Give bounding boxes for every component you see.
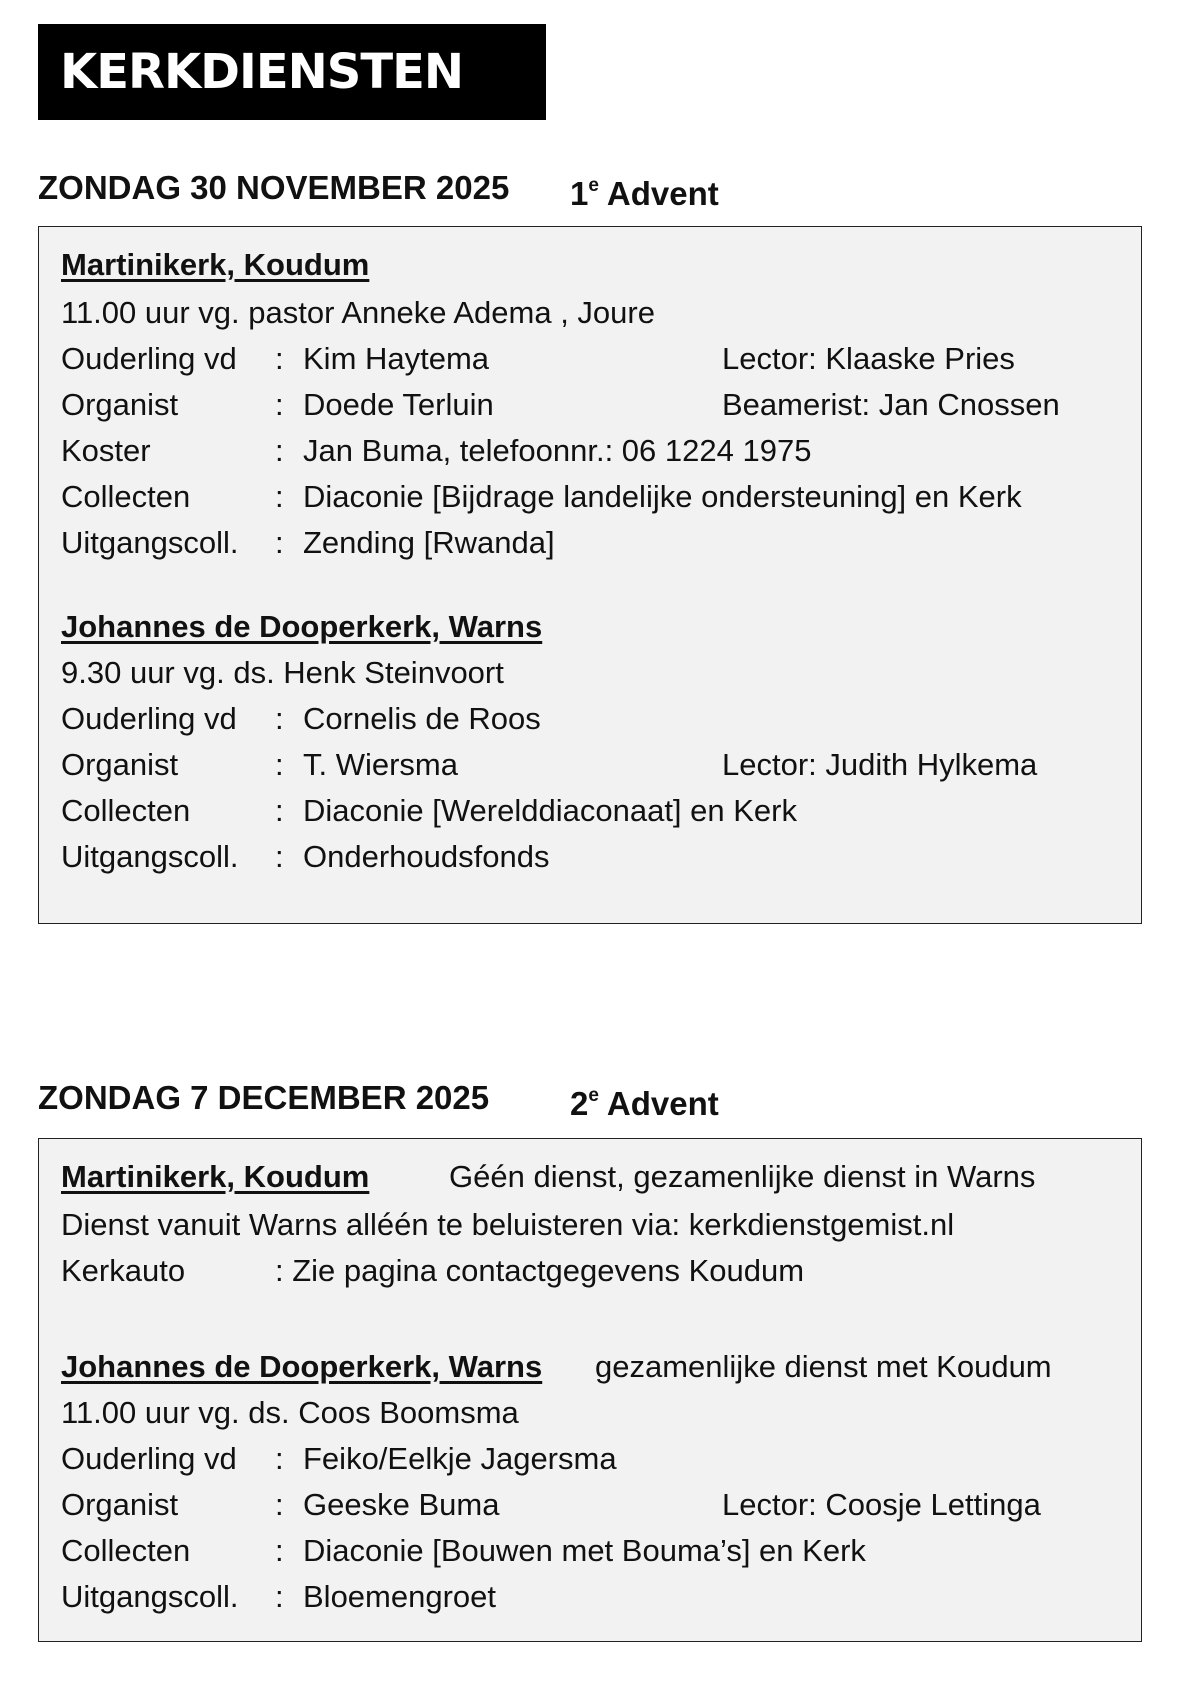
sunday-date: ZONDAG 30 NOVEMBER 2025: [38, 169, 510, 206]
service-box-1: [38, 226, 1142, 924]
service-row: Koster : Jan Buma, telefoonnr.: 06 1224 1975: [61, 433, 812, 468]
service-row: Uitgangscoll. : Zending [Rwanda]: [61, 525, 555, 560]
service-row: Organist : Doede Terluin Beamerist: Jan Cnossen: [61, 387, 1060, 422]
church-header: [61, 1347, 1121, 1387]
church-header: [61, 1157, 1121, 1197]
page-title: KERKDIENSTEN: [38, 24, 546, 120]
info-line: Dienst vanuit Warns alléén te beluisteren via: kerkdienstgemist.nl: [61, 1207, 955, 1242]
service-row: Uitgangscoll. : Onderhoudsfonds: [61, 839, 550, 874]
service-row: Ouderling vd : Kim Haytema Lector: Klaaske Pries: [61, 341, 1015, 376]
church-name: Martinikerk, Koudum: [61, 247, 370, 282]
service-row: Kerkauto : Zie pagina contactgegevens Koudum: [61, 1253, 805, 1288]
service-note: Géén dienst, gezamenlijke dienst in Warns: [449, 1159, 1036, 1194]
service-row: Collecten : Diaconie [Werelddiaconaat] en Kerk: [61, 793, 797, 828]
service-time: 11.00 uur vg. pastor Anneke Adema , Joure: [61, 295, 655, 330]
advent-label: 2e Advent: [570, 1085, 719, 1122]
service-box-2: [38, 1138, 1142, 1642]
church-name: Johannes de Dooperkerk, Warns: [61, 1349, 543, 1384]
service-time: 9.30 uur vg. ds. Henk Steinvoort: [61, 655, 504, 690]
sunday-date: ZONDAG 7 DECEMBER 2025: [38, 1079, 490, 1116]
service-row: Organist : Geeske Buma Lector: Coosje Lettinga: [61, 1487, 1041, 1522]
church-name: Johannes de Dooperkerk, Warns: [61, 609, 543, 644]
service-row: Ouderling vd : Feiko/Eelkje Jagersma: [61, 1441, 617, 1476]
service-row: Collecten : Diaconie [Bouwen met Bouma’s] en Kerk: [61, 1533, 866, 1568]
sunday-heading-2: [38, 1078, 719, 1122]
service-note: gezamenlijke dienst met Koudum: [595, 1349, 1052, 1384]
service-row: Organist : T. Wiersma Lector: Judith Hylkema: [61, 747, 1038, 782]
service-row: Ouderling vd : Cornelis de Roos: [61, 701, 541, 736]
church-name: Martinikerk, Koudum: [61, 1159, 370, 1194]
service-time: 11.00 uur vg. ds. Coos Boomsma: [61, 1395, 519, 1430]
sunday-heading-1: [38, 168, 719, 212]
service-row: Uitgangscoll. : Bloemengroet: [61, 1579, 497, 1614]
service-row: Collecten : Diaconie [Bijdrage landelijke ondersteuning] en Kerk: [61, 479, 1022, 514]
advent-label: 1e Advent: [570, 175, 719, 212]
